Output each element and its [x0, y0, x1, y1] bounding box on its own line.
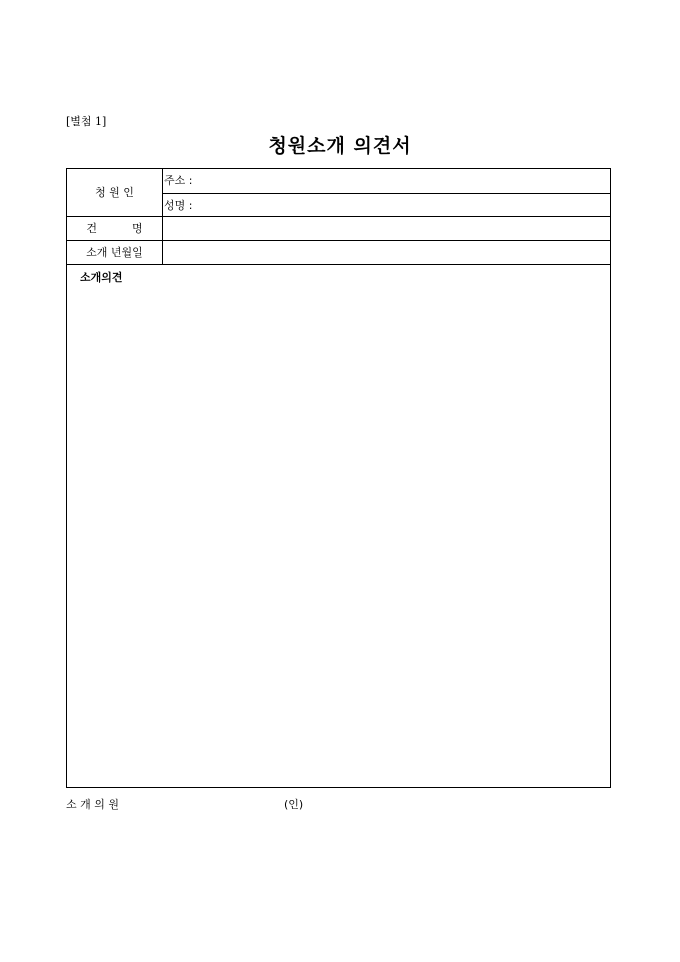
- seal-label: (인): [284, 798, 304, 811]
- opinion-label: 소개의견: [80, 271, 123, 284]
- address-name-divider: [162, 193, 610, 194]
- petition-form: [66, 168, 611, 788]
- subject-label: 건 명: [86, 222, 143, 235]
- row-divider-petitioner: [67, 216, 610, 217]
- name-label: 성명 :: [164, 199, 193, 212]
- introducer-label: 소 개 의 원: [66, 798, 119, 811]
- date-label: 소개 년월일: [86, 246, 143, 259]
- petitioner-label: 청 원 인: [95, 186, 134, 199]
- address-label: 주소 :: [164, 174, 193, 187]
- attachment-label: [별첨 1]: [66, 115, 107, 128]
- row-divider-subject: [67, 240, 610, 241]
- row-divider-date: [67, 264, 610, 265]
- page-title: 청원소개 의견서: [268, 135, 412, 157]
